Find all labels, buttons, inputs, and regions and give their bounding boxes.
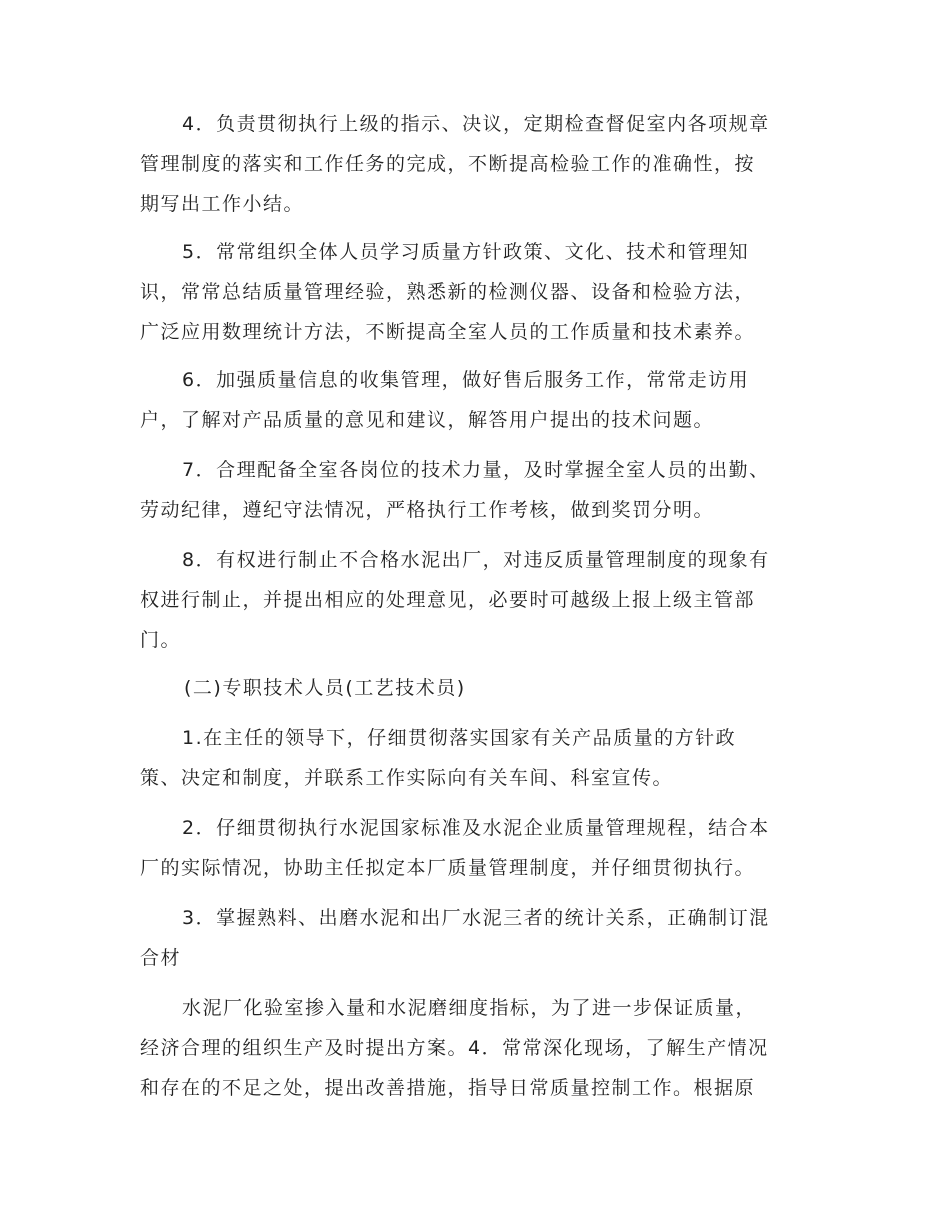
paragraph-duty-4 (140, 104, 820, 224)
text-line: 门。 (140, 629, 182, 651)
paragraph-tech-3-continued (140, 988, 820, 1108)
text-line: 3．掌握熟料、出磨水泥和出厂水泥三者的统计关系，正确制订混 (182, 907, 770, 929)
text-line: 2．仔细贯彻执行水泥国家标准及水泥企业质量管理规程，结合本 (182, 817, 770, 839)
text-line: 8．有权进行制止不合格水泥出厂，对违反质量管理制度的现象有 (182, 549, 770, 571)
paragraph-duty-7 (140, 450, 820, 530)
text-line: 6．加强质量信息的收集管理，做好售后服务工作，常常走访用 (182, 369, 750, 391)
paragraph-duty-6 (140, 360, 820, 440)
text-line: 广泛应用数理统计方法，不断提高全室人员的工作质量和技术素养。 (140, 321, 756, 343)
text-line: 水泥厂化验室掺入量和水泥磨细度指标，为了进一步保证质量， (182, 997, 757, 1019)
text-line: 识，常常总结质量管理经验，熟悉新的检测仪器、设备和检验方法， (140, 281, 756, 303)
text-line: 和存在的不足之处，提出改善措施，指导日常质量控制工作。根据原 (140, 1077, 756, 1099)
paragraph-duty-5 (140, 232, 820, 352)
text-line: 4．负责贯彻执行上级的指示、决议，定期检查督促室内各项规章 (182, 113, 770, 135)
heading-line: (二)专职技术人员(工艺技术员) (184, 677, 466, 699)
text-line: 户，了解对产品质量的意见和建议，解答用户提出的技术问题。 (140, 409, 715, 431)
paragraph-tech-3 (140, 898, 820, 978)
text-line: 1.在主任的领导下，仔细贯彻落实国家有关产品质量的方针政 (182, 727, 737, 749)
text-line: 合材 (140, 947, 182, 969)
text-line: 策、决定和制度，并联系工作实际向有关车间、科室宣传。 (140, 767, 674, 789)
text-line: 期写出工作小结。 (140, 193, 305, 215)
text-line: 5．常常组织全体人员学习质量方针政策、文化、技术和管理知 (182, 241, 750, 263)
paragraph-tech-1 (140, 718, 820, 798)
text-line: 厂的实际情况，协助主任拟定本厂质量管理制度，并仔细贯彻执行。 (140, 857, 756, 879)
paragraph-tech-2 (140, 808, 820, 888)
text-line: 经济合理的组织生产及时提出方案。4．常常深化现场，了解生产情况 (140, 1037, 769, 1059)
text-line: 7．合理配备全室各岗位的技术力量，及时掌握全室人员的出勤、 (182, 459, 770, 481)
text-line: 劳动纪律，遵纪守法情况，严格执行工作考核，做到奖罚分明。 (140, 499, 715, 521)
text-line: 管理制度的落实和工作任务的完成，不断提高检验工作的准确性，按 (140, 153, 756, 175)
text-line: 权进行制止，并提出相应的处理意见，必要时可越级上报上级主管部 (140, 589, 756, 611)
paragraph-duty-8 (140, 540, 820, 660)
section-heading (140, 668, 820, 708)
